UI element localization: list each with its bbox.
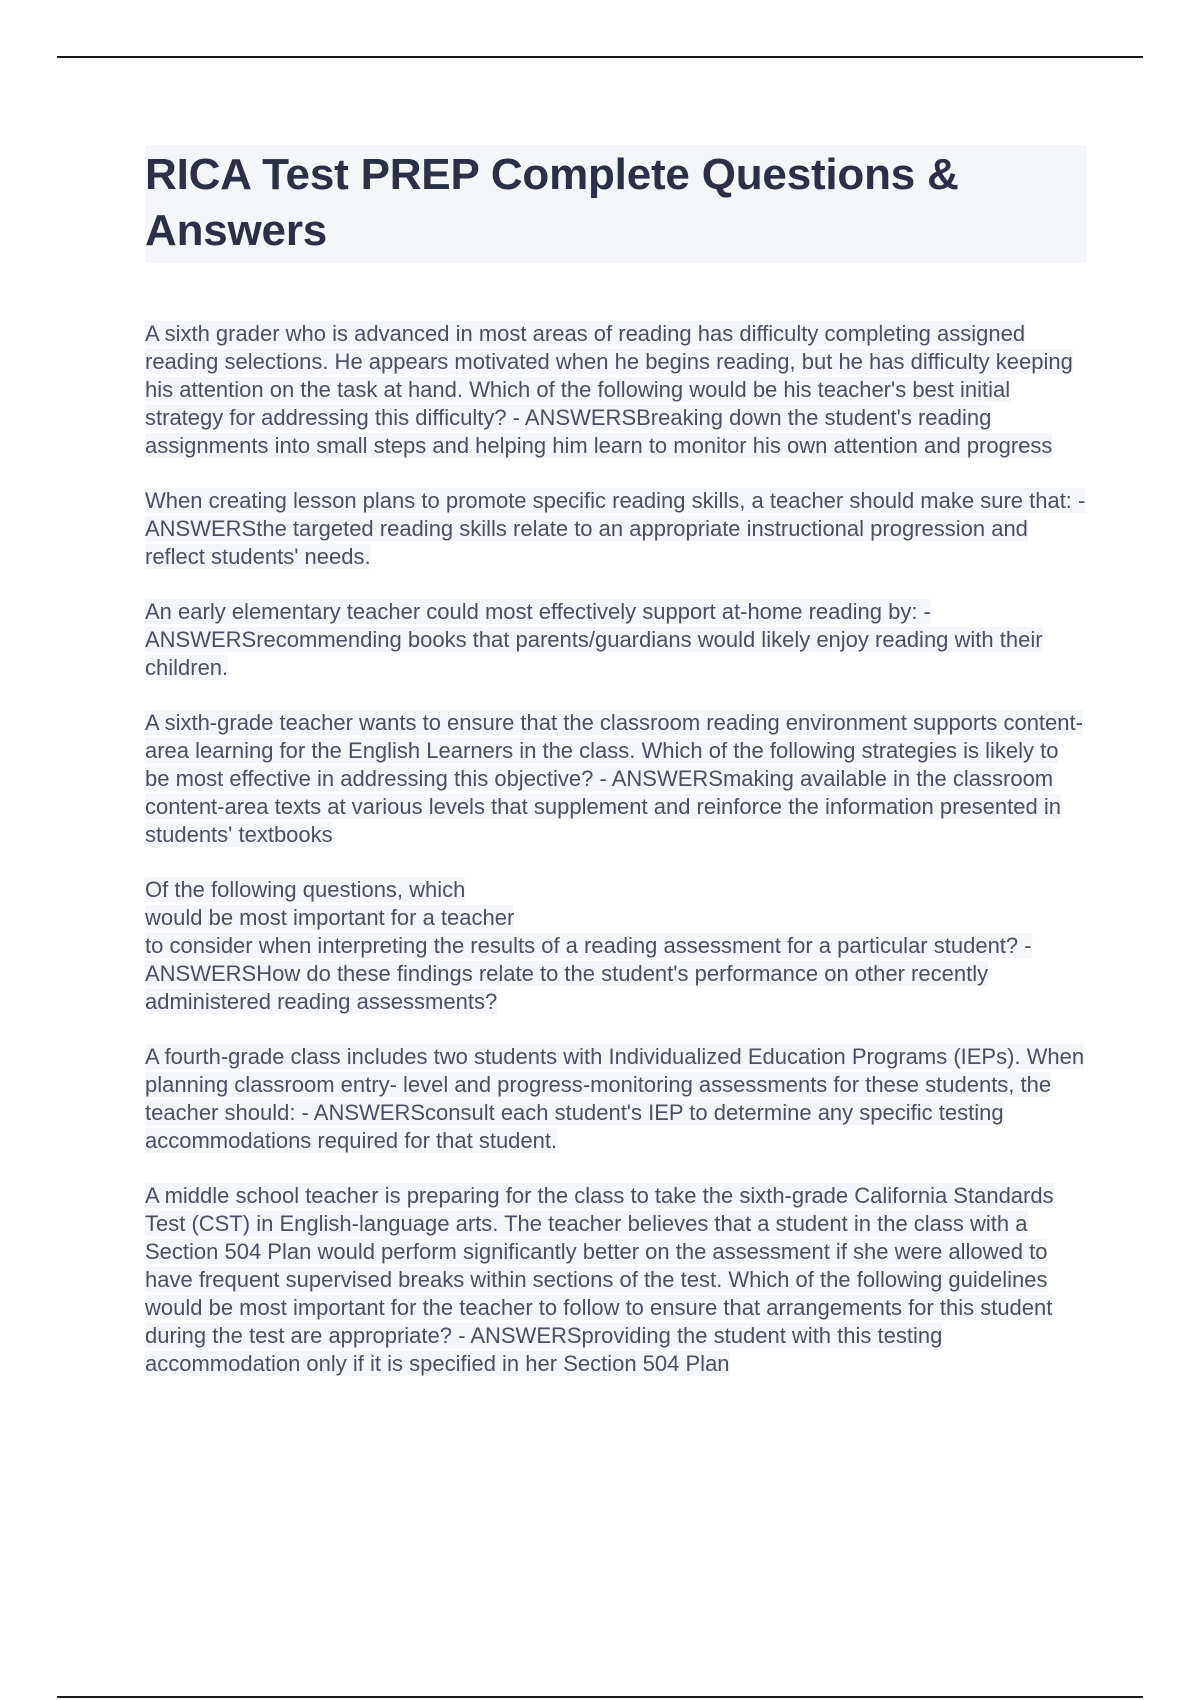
qa-item <box>145 1043 1087 1155</box>
qa-text: Of the following questions, which would be most important for a teacher to consider when interpreting the results of a reading assessment for a particular student? - ANSWERSHow do these findings relate to the student's performance on other recently administered reading assessments? <box>145 877 1032 1014</box>
qa-item <box>145 876 1087 1016</box>
qa-text: A middle school teacher is preparing for the class to take the sixth-grade California Standards Test (CST) in English-language arts. The teacher believes that a student in the class with a Section 504 Plan would perform significantly better on the assessment if she were allowed to have frequent supervised breaks within sections of the test. Which of the following guidelines would be most important for the teacher to follow to ensure that arrangements for this student during the test are appropriate? - ANSWERSproviding the student with this testing accommodation only if it is specified in her Section 504 Plan <box>145 1183 1054 1376</box>
top-rule <box>57 56 1143 58</box>
qa-text: A sixth grader who is advanced in most areas of reading has difficulty completing assigned reading selections. He appears motivated when he begins reading, but he has difficulty keeping his attention on the task at hand. Which of the following would be his teacher's best initial strategy for addressing this difficulty? - ANSWERSBreaking down the student's reading assignments into small steps and helping him learn to monitor his own attention and progress <box>145 321 1073 458</box>
document-body <box>145 145 1087 1405</box>
qa-list <box>145 320 1087 1378</box>
bottom-rule <box>57 1696 1143 1698</box>
qa-text: A fourth-grade class includes two students with Individualized Education Programs (IEPs). When planning classroom entry- level and progress-monitoring assessments for these students, the teacher should: - ANSWERSconsult each student's IEP to determine any specific testing accommodations required for that student. <box>145 1044 1085 1153</box>
qa-text: An early elementary teacher could most effectively support at-home reading by: - ANSWERSrecommending books that parents/guardians would likely enjoy reading with their children. <box>145 599 1043 680</box>
qa-item <box>145 320 1087 460</box>
qa-text: A sixth-grade teacher wants to ensure that the classroom reading environment supports content-area learning for the English Learners in the class. Which of the following strategies is likely to be most effective in addressing this objective? - ANSWERSmaking available in the classroom content-area texts at various levels that supplement and reinforce the information presented in students' textbooks <box>145 710 1083 847</box>
qa-text: When creating lesson plans to promote specific reading skills, a teacher should make sure that: - ANSWERSthe targeted reading skills relate to an appropriate instructional progression and reflect students' needs. <box>145 488 1086 569</box>
qa-item <box>145 487 1087 571</box>
qa-item <box>145 1182 1087 1378</box>
qa-item <box>145 598 1087 682</box>
qa-item <box>145 709 1087 849</box>
page-title: RICA Test PREP Complete Questions & Answers <box>145 145 1087 263</box>
